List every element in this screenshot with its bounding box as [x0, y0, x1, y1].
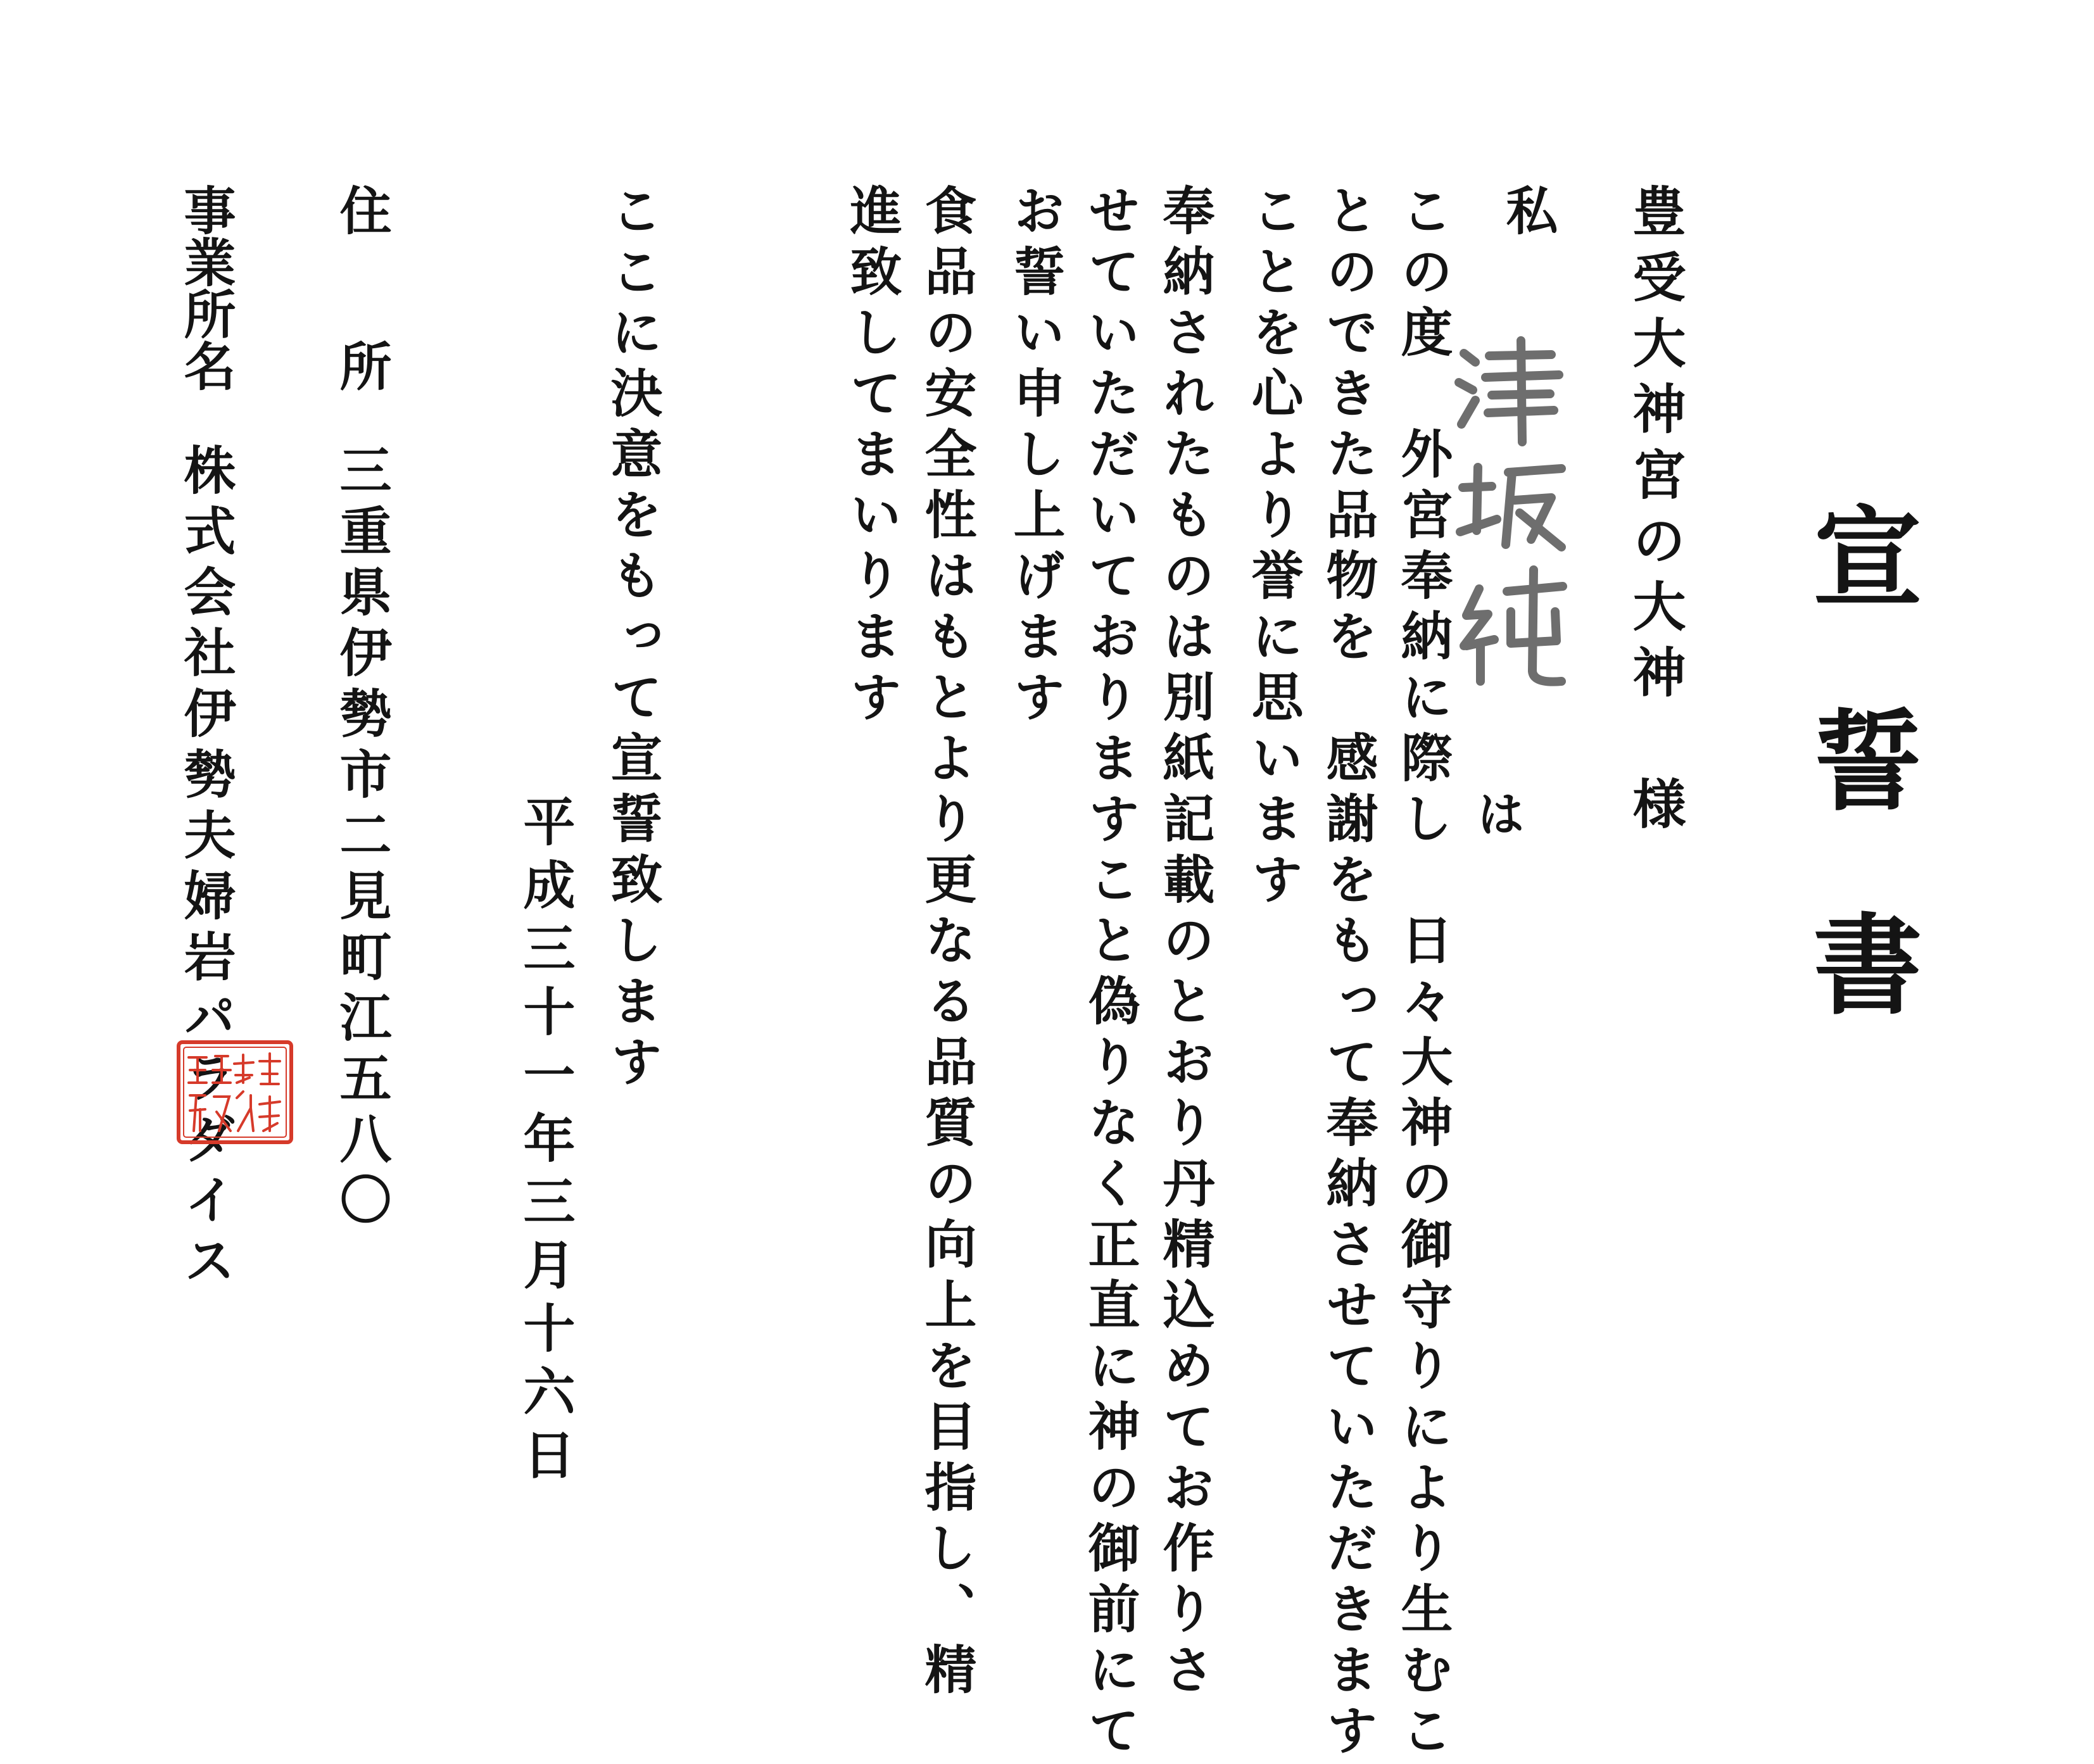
addressee: 豊受大神宮の大神 様: [1624, 184, 1687, 842]
body-line-6: お誓い申し上げます: [1005, 184, 1066, 731]
business-name-value: 株式会社伊勢夫婦岩パラダイス: [175, 443, 236, 1294]
body-line-2: とのできた品物を 感謝をもって奉納させていただきます: [1318, 184, 1378, 1764]
document-date: 平成三十一年三月十六日: [515, 795, 576, 1491]
address-label: 住 所: [331, 184, 392, 391]
address-value: 三重県伊勢市二見町江五八〇: [331, 443, 392, 1233]
body-line-8: 進致してまいります: [842, 184, 902, 731]
document-title: 宣誓書: [1795, 500, 1924, 1112]
body-line-4: 奉納されたものは別紙記載のとおり丹精込めてお作りさ: [1154, 184, 1215, 1703]
body-line-3: ことを心より誉に思います: [1243, 184, 1304, 913]
particle-wa: は: [1469, 789, 1525, 837]
closing-statement: ここに決意をもって宣誓致します: [602, 184, 663, 1095]
business-name-label: 事業所名: [175, 184, 236, 391]
body-line-5: せていただいておりますこと偽りなく正直に神の御前にて: [1080, 184, 1140, 1764]
handwritten-signature: [1450, 329, 1570, 696]
first-person-pronoun: 私: [1498, 184, 1558, 244]
company-seal: [175, 1038, 295, 1146]
body-line-1: この度 外宮奉納に際し 日々大神の御守りにより生むこ: [1392, 184, 1453, 1764]
body-line-7: 食品の安全性はもとより更なる品質の向上を目指し、精: [916, 184, 977, 1703]
